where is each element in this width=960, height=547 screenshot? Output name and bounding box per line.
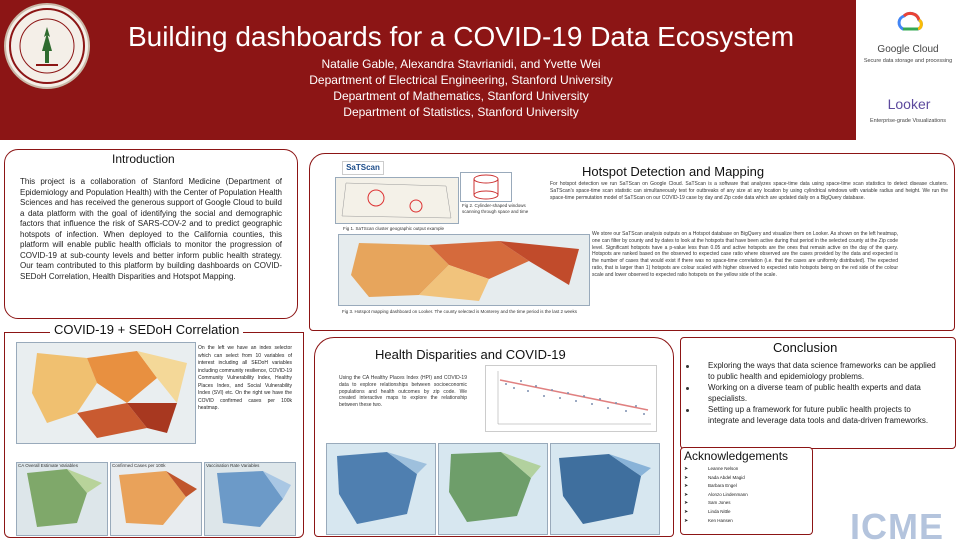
arrow-icon: ➤: [684, 517, 689, 524]
poster-title: Building dashboards for a COVID-19 Data Ecosystem: [127, 21, 795, 52]
arrow-icon: ➤: [684, 500, 689, 507]
conclusion-list: [686, 361, 942, 427]
stanford-seal-logo: [4, 3, 90, 89]
header-banner: [0, 0, 960, 140]
sedoh-heading: COVID-19 + SEDoH Correlation: [50, 322, 243, 337]
hotspot-looker-dashboard: [338, 234, 590, 306]
ack-name: Barbara Engel: [708, 483, 737, 489]
sedoh-map-3: [204, 462, 296, 536]
disparities-heading: Health Disparities and COVID-19: [375, 347, 566, 362]
conclusion-item: [686, 383, 942, 404]
disparities-text: Using the CA Healthy Places Index (HPI) and COVID-19 data to explore relationships between socioeconomic populations and health outcomes by zip code. We created interactive maps to explore the relationship between these two.: [339, 375, 467, 409]
conclusion-item-text: Exploring the ways that data science frameworks can be applied to public health and epidemiology problems.: [708, 361, 936, 381]
disparities-scatter-plot: [485, 365, 657, 432]
fig3-caption: Fig 3. Hotspot mapping dashboard on Looker. The county selected is Monterey and the time period is the last 2 weeks: [342, 309, 578, 314]
ack-item: [684, 491, 810, 500]
sedoh-map-1: [16, 462, 108, 536]
ack-name: Sam Jones: [708, 500, 731, 506]
conclusion-item-text: Setting up a framework for future public health projects to integrate and leverage data tools and data-driven frameworks.: [708, 405, 929, 425]
bullet-icon: [686, 387, 689, 390]
ack-item: [684, 517, 810, 526]
ack-item: [684, 499, 810, 508]
satscan-logo: [342, 161, 384, 175]
ack-item: [684, 465, 810, 474]
bullet-icon: [686, 365, 689, 368]
fig2-caption: Fig 2. Cylinder-shaped windows scanning through space and time: [462, 203, 529, 214]
fig1-caption: Fig 1. SaTScan cluster geographic output example: [343, 226, 445, 231]
conclusion-heading: Conclusion: [773, 340, 838, 355]
disparities-map-3: [550, 443, 660, 535]
google-cloud-icon: [895, 9, 925, 39]
affiliation-1: Department of Electrical Engineering, Stanford University: [309, 73, 613, 87]
conclusion-item-text: Working on a diverse team of public health experts and data specialists.: [708, 383, 921, 403]
sedoh-map-1-label: CA Overall Estimate Variables: [18, 463, 78, 468]
conclusion-item: [686, 361, 942, 382]
hotspot-text-1: For hotspot detection we run SaTScan on Google Cloud. SaTScan is a software that analyzes space-time data using space-time scan statistics to detect disease clusters. SaTScan's space-time scan statistic can simultaneously test for outbreaks of any size at any location by using cylindrical windows with variable radius and height. We run the space-time permutation model of SaTScan on our COVID-19 case by day and Zip code data which are updated daily on a BigQuery database.: [550, 181, 948, 201]
looker-name: Looker: [887, 96, 931, 112]
authors-block: [86, 56, 836, 120]
affiliation-3: Department of Statistics, Stanford University: [343, 105, 579, 119]
sedoh-main-map: [16, 342, 196, 444]
ack-name: Leanne Nelson: [708, 466, 739, 471]
affiliation-2: Department of Mathematics, Stanford University: [333, 89, 589, 103]
hotspot-heading: Hotspot Detection and Mapping: [582, 164, 765, 179]
arrow-icon: ➤: [684, 466, 689, 472]
ack-name: Nada Abdel Magid: [708, 474, 745, 480]
sedoh-map-2-label: Confirmed Cases per 100k: [112, 463, 166, 468]
intro-heading: Introduction: [112, 152, 175, 166]
google-cloud-tagline: Secure data storage and processing: [863, 58, 953, 64]
google-cloud-name: Google Cloud: [877, 44, 939, 55]
arrow-icon: ➤: [684, 483, 689, 490]
intro-text: This project is a collaboration of Stanford Medicine (Department of Epidemiology and Population Health) with the Center of Population Health Sciences and has received the generous support of Google Cloud to build a data platform with the goal of identifying the social and demographic factors that influence the risk of SARS-COV-2 and to predict geographic hotspots of infection. When deployed to the California counties, this platform will enable public health officials to monitor the progression of COVID-19 at sub-county levels and better inform public health strategy. Our team contributed to this platform by building dashboards on COVID-SEDoH Correlation, Health Disparities and Hotspot Mapping.: [20, 177, 282, 281]
ack-name: Alonzo Lindenmann: [708, 491, 748, 497]
icme-logo: ICME: [850, 506, 944, 547]
arrow-icon: ➤: [684, 491, 689, 498]
cylinder-diagram: [460, 172, 512, 202]
sedoh-map-3-label: Vaccination Rate Variables: [206, 463, 260, 468]
authors: Natalie Gable, Alexandra Stavrianidi, and Yvette Wei: [321, 57, 601, 71]
looker-tagline: Enterprise-grade Visualizations: [869, 118, 947, 124]
ack-name: Linda Nittle: [708, 508, 731, 514]
ack-heading: Acknowledgements: [684, 449, 789, 463]
sedoh-map-2: [110, 462, 202, 536]
conclusion-item: [686, 405, 942, 426]
ack-item: [684, 508, 810, 517]
satscan-cluster-map: [335, 177, 459, 224]
ack-item: [684, 482, 810, 491]
satscan-logo-text: SaTScan: [346, 163, 380, 172]
disparities-map-2: [438, 443, 548, 535]
bullet-icon: [686, 409, 689, 412]
hotspot-text-2: We store our SaTScan analysis outputs on a Hotspot database on BigQuery and visualize them on Looker. As shown on the left heatmap, one can filter by county and by dates to look at the hotspots that have been active during that period in the selected county at the Zip code level. Significant hotspots have a p-value less than 0.05 and active hotspots are the ones that remain active on the day of the query. Hotspots are ranked based on the observed to expected case ratio where observed are the cases provided by the data and expected is the number of cases that would exist if there was no space-time correlation (i.e. that the cases are uniformly distributed). The expected ratio, that is larger than 1) hotspots are colour scaled with higher observed to expected ratio hotspots being on the red side of the colour scale and lower observed to expected ratio hotspots on the yellow side of the scale.: [592, 231, 898, 278]
ack-item: [684, 474, 810, 483]
sedoh-text: On the left we have an index selector which can select from 10 variables of interest including all SEDoH variables including community resilience, COVID-19 Community Vulnerability Index, Healthy Places Index, and Social Vulnerability Index (SVI) etc. On the right we have the COVID confirmed cases per 100k heatmap.: [198, 345, 292, 411]
arrow-icon: ➤: [684, 508, 689, 515]
ack-name: Ken Hansen: [708, 517, 733, 523]
arrow-icon: ➤: [684, 474, 689, 481]
ack-list: [684, 465, 810, 525]
disparities-map-1: [326, 443, 436, 535]
